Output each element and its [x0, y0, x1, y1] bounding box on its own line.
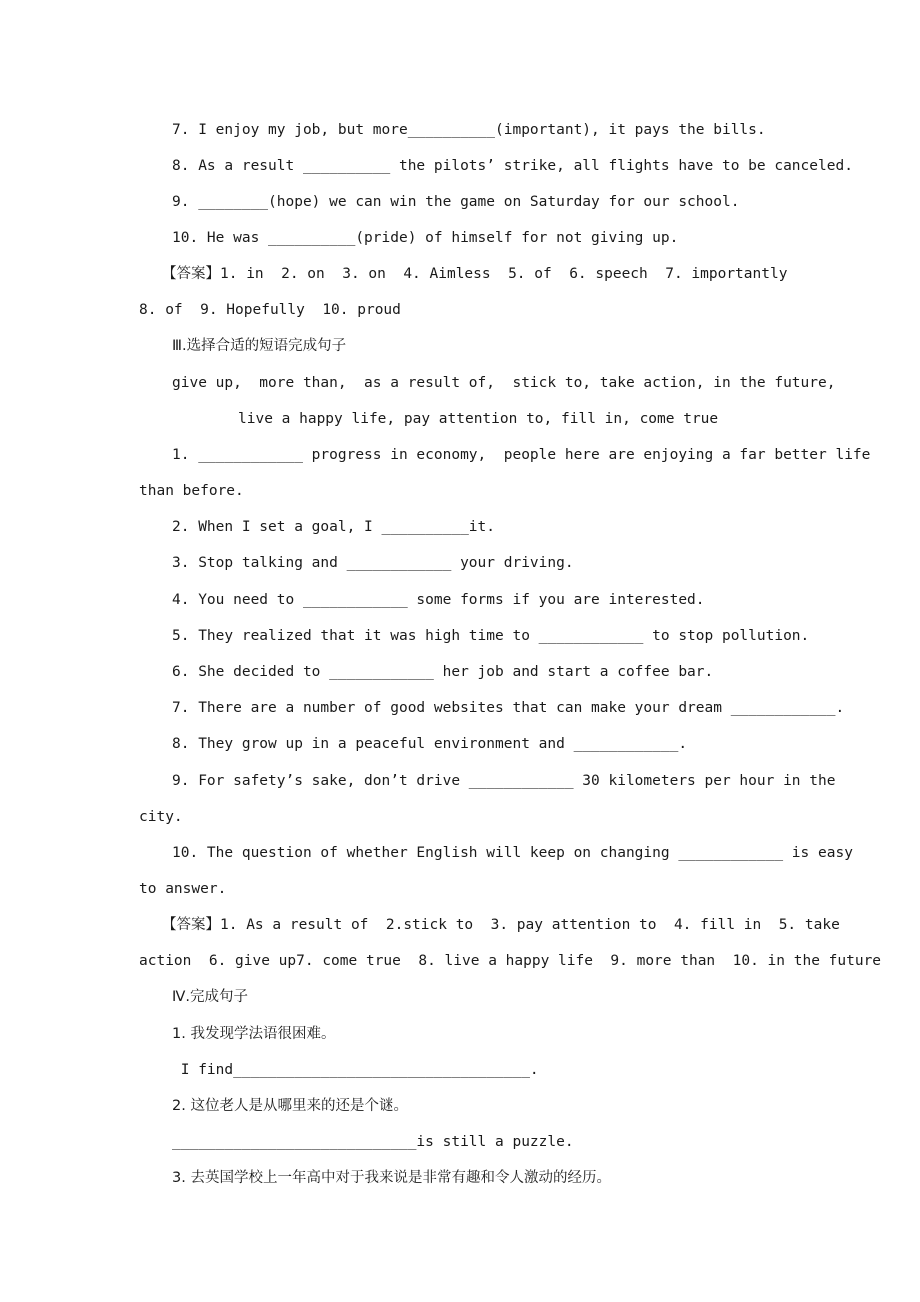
exercise-3-question-9-line-1: 9. For safety’s sake, don’t drive ____________ 30 kilometers per hour in the [172, 773, 836, 789]
exercise-4-question-2-answer: ____________________________is still a puzzle. [172, 1134, 574, 1150]
exercise-3-question-2: 2. When I set a goal, I __________it. [172, 519, 496, 535]
exercise-3-answer-line-2: action 6. give up7. come true 8. live a happy life 9. more than 10. in the future [139, 953, 882, 969]
exercise-4-question-2-prompt: 2. 这位老人是从哪里来的还是个谜。 [172, 1098, 408, 1114]
section-4-title: Ⅳ.完成句子 [172, 989, 248, 1005]
phrase-options-line-2: live a happy life, pay attention to, fill in, come true [238, 411, 719, 427]
exercise-2-answer-line-2: 8. of 9. Hopefully 10. proud [139, 302, 401, 318]
exercise-3-question-5: 5. They realized that it was high time to ____________ to stop pollution. [172, 628, 810, 644]
exercise-3-question-1-line-1: 1. ____________ progress in economy, people here are enjoying a far better life [172, 447, 871, 463]
exercise-3-question-10-line-2: to answer. [139, 881, 227, 897]
exercise-2-question-9: 9. ________(hope) we can win the game on Saturday for our school. [172, 194, 740, 210]
exercise-3-question-1-line-2: than before. [139, 483, 244, 499]
section-3-title: Ⅲ.选择合适的短语完成句子 [172, 338, 347, 354]
exercise-3-question-4: 4. You need to ____________ some forms if you are interested. [172, 592, 705, 608]
exercise-4-question-1-prompt: 1. 我发现学法语很困难。 [172, 1026, 336, 1042]
exercise-3-question-8: 8. They grow up in a peaceful environment and ____________. [172, 736, 688, 752]
exercise-4-question-3-prompt: 3. 去英国学校上一年高中对于我来说是非常有趣和令人激动的经历。 [172, 1170, 611, 1186]
exercise-3-question-7: 7. There are a number of good websites that can make your dream ____________. [172, 700, 845, 716]
exercise-2-question-8: 8. As a result __________ the pilots’ strike, all flights have to be canceled. [172, 158, 853, 174]
exercise-4-question-1-answer: I find__________________________________. [172, 1062, 539, 1078]
exercise-2-question-7: 7. I enjoy my job, but more__________(important), it pays the bills. [172, 122, 766, 138]
exercise-3-question-9-line-2: city. [139, 809, 183, 825]
exercise-2-answer-line-1: 【答案】1. in 2. on 3. on 4. Aimless 5. of 6. speech 7. importantly [162, 266, 788, 282]
exercise-3-question-3: 3. Stop talking and ____________ your driving. [172, 555, 574, 571]
exercise-3-answer-line-1: 【答案】1. As a result of 2.stick to 3. pay attention to 4. fill in 5. take [162, 917, 840, 933]
exercise-2-question-10: 10. He was __________(pride) of himself for not giving up. [172, 230, 679, 246]
exercise-3-question-6: 6. She decided to ____________ her job and start a coffee bar. [172, 664, 714, 680]
exercise-3-question-10-line-1: 10. The question of whether English will keep on changing ____________ is easy [172, 845, 853, 861]
phrase-options-line-1: give up, more than, as a result of, stick to, take action, in the future, [172, 375, 836, 391]
